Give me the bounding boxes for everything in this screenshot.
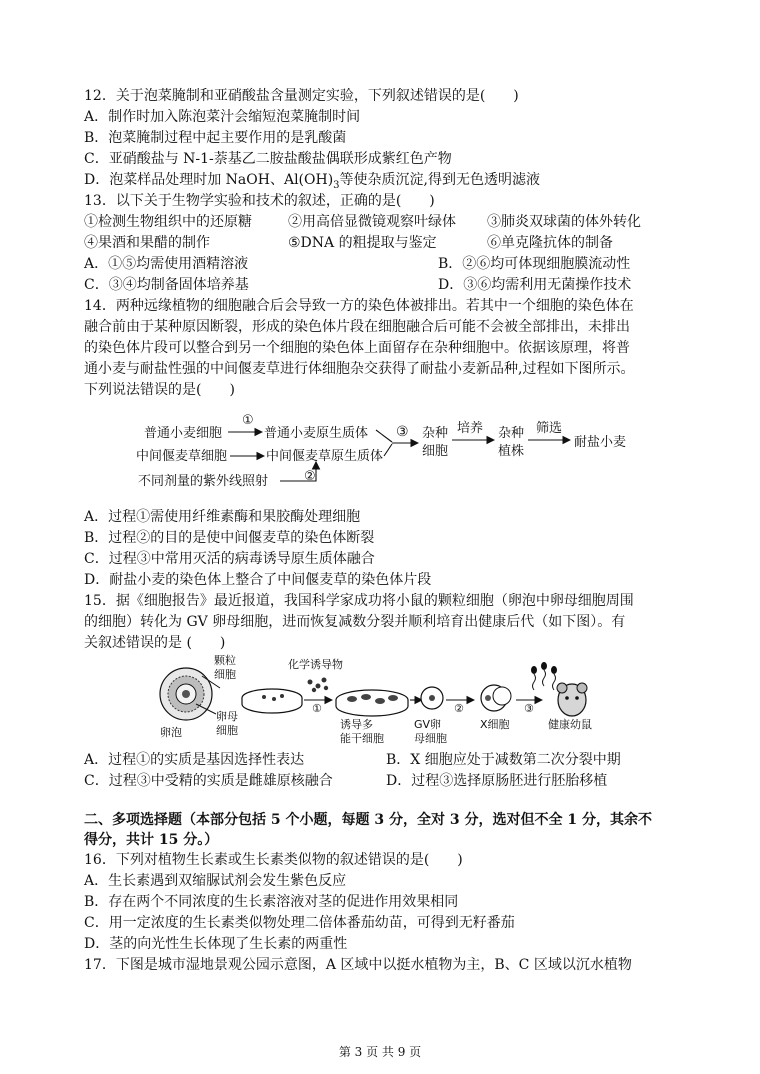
- induced-label-1: 诱导多: [340, 718, 373, 731]
- q12-option-d-pre: D．泡菜样品处理时加 NaOH、Al(OH): [84, 172, 334, 188]
- grass-protoplast-label: 中间偃麦草原生质体: [266, 449, 384, 464]
- section-2-heading-line-2: 得分，共计 15 分。）: [84, 832, 219, 848]
- q14-stem-line-5: 下列说法错误的是( ): [84, 382, 235, 398]
- q13-item-1: ①检测生物组织中的还原糖: [84, 214, 252, 230]
- section-2-heading-line-1: 二、多项选择题（本部分包括 5 个小题，每题 3 分，全对 3 分，选对但不全 1 分，其余不: [84, 812, 652, 828]
- q14-stem-line-2: 融合前由于某种原因断裂，形成的染色体片段在细胞融合后可能不会被全部排出，未排出: [84, 319, 630, 335]
- chemical-inducer-icon: [308, 678, 329, 693]
- grass-cell-label: 中间偃麦草细胞: [136, 449, 228, 464]
- q16-option-d: D．茎的向光性生长体现了生长素的两重性: [84, 936, 348, 952]
- q14-option-c: C．过程③中常用灭活的病毒诱导原生质体融合: [84, 551, 375, 567]
- q16-option-b: B．存在两个不同浓度的生长素溶液对茎的促进作用效果相同: [84, 894, 459, 910]
- q15-stem-line-2: 的细胞）转化为 GV 卵母细胞，进而恢复减数分裂并顺利培育出健康后代（如下图）。有: [84, 614, 626, 630]
- dish-1-icon: [242, 689, 302, 713]
- q13-item-2: ②用高倍显微镜观察叶绿体: [288, 214, 456, 230]
- page-number-footer: 第 3 页 共 9 页: [338, 1045, 422, 1059]
- q13-stem: 13．以下关于生物学实验和技术的叙述，正确的是( ): [84, 193, 435, 209]
- q13-option-c: C．③④均制备固体培养基: [84, 277, 249, 293]
- q16-option-c: C．用一定浓度的生长素类似物处理二倍体番茄幼苗，可得到无籽番茄: [84, 915, 515, 931]
- q16-option-a: A．生长素遇到双缩脲试剂会发生紫色反应: [84, 873, 347, 889]
- q15-stem-line-1: 15．据《细胞报告》最近报道，我国科学家成功将小鼠的颗粒细胞（卵泡中卵母细胞周围: [84, 593, 634, 609]
- q16-stem: 16．下列对植物生长素或生长素类似物的叙述错误的是( ): [84, 852, 463, 868]
- q14-stem-line-3: 的染色体片段可以整合到另一个细胞的染色体上面留存在杂种细胞中。依据该原理，将普: [84, 340, 630, 356]
- q13-item-6: ⑥单克隆抗体的制备: [487, 235, 613, 251]
- gv-oocyte-icon: [421, 687, 443, 709]
- q12-option-d-sub: 3: [333, 179, 340, 191]
- culture-label: 培养: [457, 421, 484, 436]
- q13-item-3: ③肺炎双球菌的体外转化: [487, 214, 641, 230]
- granulosa-label-1: 颗粒: [214, 654, 236, 667]
- dish-2-icon: [336, 690, 408, 716]
- q13-option-d: D．③⑥均需利用无菌操作技术: [438, 277, 632, 293]
- screen-label: 筛选: [536, 421, 563, 436]
- q17-stem: 17．下图是城市湿地景观公园示意图，A 区域中以挺水植物为主，B、C 区域以沉水植物: [84, 957, 632, 973]
- uv-label: 不同剂量的紫外线照射: [138, 474, 269, 489]
- q14-option-a: A．过程①需使用纤维素酶和果胶酶处理细胞: [84, 509, 361, 525]
- gv-label-2: 母细胞: [414, 732, 447, 745]
- diagram-step-3: ③: [524, 702, 534, 715]
- q14-option-d: D．耐盐小麦的染色体上整合了中间偃麦草的染色体片段: [84, 572, 432, 588]
- sperm-icon: [532, 663, 557, 691]
- q13-item-5: ⑤DNA 的粗提取与鉴定: [288, 235, 437, 251]
- merge-line-bottom: [384, 444, 392, 456]
- diagram-step-2: ②: [454, 702, 464, 715]
- step-1-label: ①: [242, 413, 254, 428]
- q15-process-diagram: [150, 654, 620, 746]
- q14-flow-diagram: [130, 406, 690, 496]
- q12-option-a: A．制作时加入陈泡菜汁会缩短泡菜腌制时间: [84, 109, 361, 125]
- q13-option-b: B．②⑥均可体现细胞膜流动性: [438, 256, 631, 272]
- step-2-label: ②: [304, 469, 316, 484]
- x-cell-icon: [481, 685, 511, 711]
- follicle-label: 卵泡: [160, 726, 182, 739]
- q12-option-c: C．亚硝酸盐与 N-1-萘基乙二胺盐酸盐偶联形成紫红色产物: [84, 151, 452, 167]
- q15-option-c: C．过程③中受精的实质是雌雄原核融合: [84, 773, 333, 789]
- result-label: 耐盐小麦: [574, 435, 627, 450]
- merge-line-top: [376, 430, 392, 442]
- q14-option-b: B．过程②的目的是使中间偃麦草的染色体断裂: [84, 530, 375, 546]
- wheat-cell-label: 普通小麦细胞: [144, 426, 223, 441]
- q12-stem: 12．关于泡菜腌制和亚硝酸盐含量测定实验，下列叙述错误的是( ): [84, 88, 519, 104]
- diagram-step-1: ①: [312, 702, 322, 715]
- q13-item-4: ④果酒和果醋的制作: [84, 235, 210, 251]
- q12-option-b: B．泡菜腌制过程中起主要作用的是乳酸菌: [84, 130, 347, 146]
- q13-option-a: A．①⑤均需使用酒精溶液: [84, 256, 249, 272]
- step-3-label: ③: [396, 424, 409, 440]
- gv-label-1: GV卵: [414, 718, 442, 731]
- induced-label-2: 能干细胞: [340, 732, 384, 745]
- oocyte-label-2: 细胞: [216, 724, 238, 737]
- wheat-protoplast-label: 普通小麦原生质体: [264, 426, 369, 441]
- q14-stem-line-1: 14．两种远缘植物的细胞融合后会导致一方的染色体被排出。若其中一个细胞的染色体在: [84, 298, 634, 314]
- hybrid-cell-label-2: 细胞: [422, 444, 449, 459]
- x-cell-label: X细胞: [480, 718, 510, 731]
- q15-option-a: A．过程①的实质是基因选择性表达: [84, 752, 305, 768]
- chemical-label: 化学诱导物: [288, 658, 343, 671]
- mouse-icon: [557, 683, 587, 716]
- follicle-icon: [160, 668, 212, 720]
- q15-option-b: B．X 细胞应处于减数第二次分裂中期: [386, 752, 621, 768]
- hybrid-cell-label-1: 杂种: [422, 426, 449, 441]
- oocyte-label-1: 卵母: [216, 710, 238, 723]
- hybrid-plant-label-1: 杂种: [498, 426, 525, 441]
- granulosa-label-2: 细胞: [214, 668, 236, 681]
- mouse-label: 健康幼鼠: [548, 718, 592, 731]
- q15-stem-line-3: 关叙述错误的是 ( ): [84, 635, 226, 651]
- q15-option-d: D．过程③选择原肠胚进行胚胎移植: [386, 773, 608, 789]
- q12-option-d-post: 等使杂质沉淀,得到无色透明滤液: [339, 172, 540, 188]
- hybrid-plant-label-2: 植株: [498, 444, 525, 459]
- q14-stem-line-4: 通小麦与耐盐性强的中间偃麦草进行体细胞杂交获得了耐盐小麦新品种,过程如下图所示。: [84, 361, 635, 377]
